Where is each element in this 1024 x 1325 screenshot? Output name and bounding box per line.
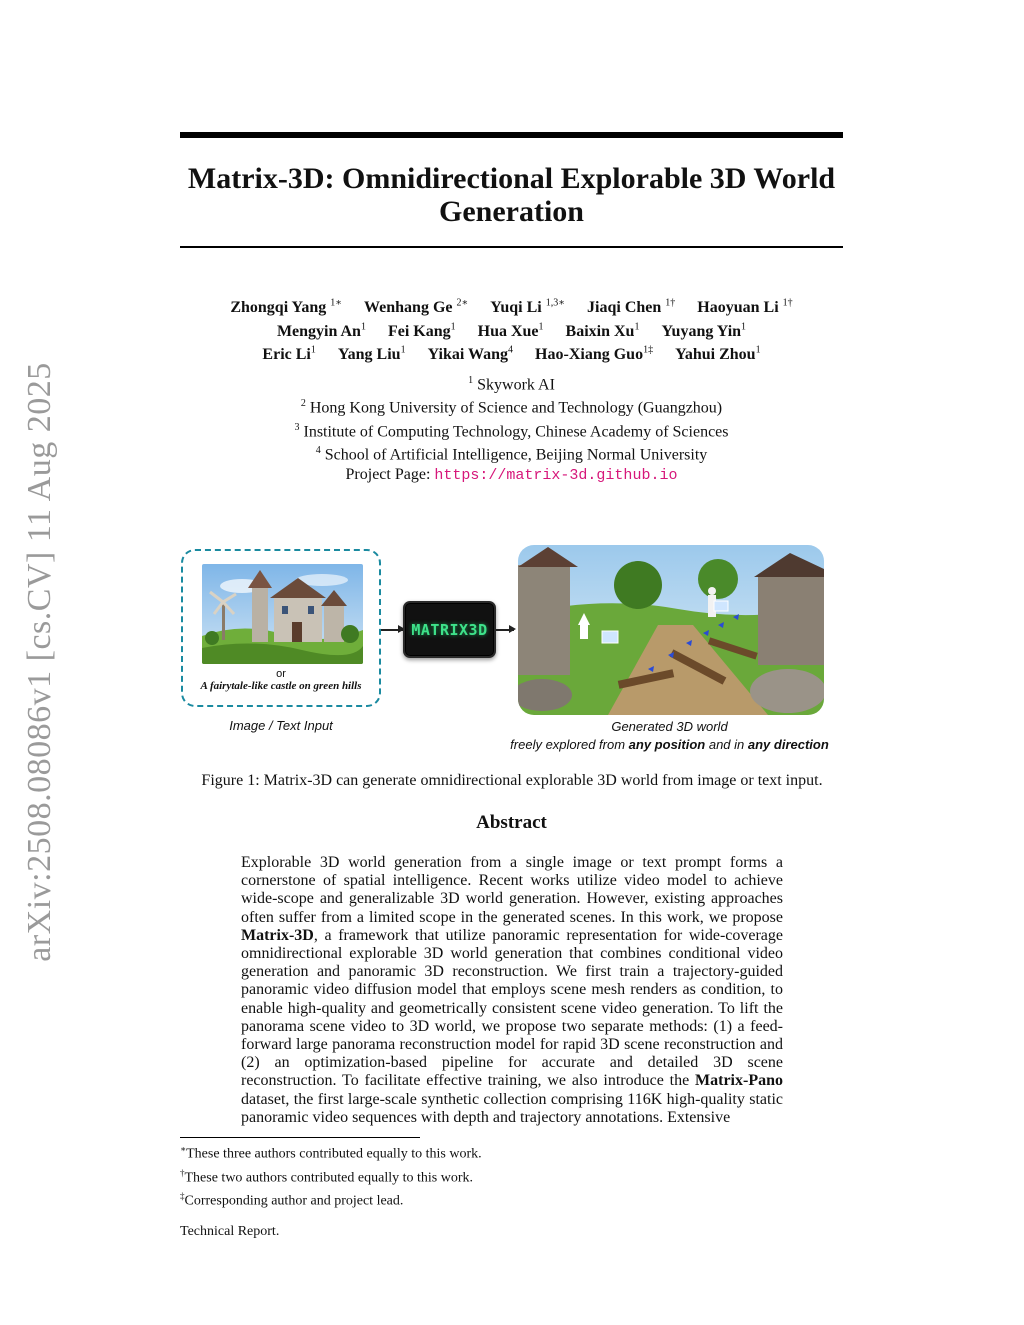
tech-report-label: Technical Report. [180, 1224, 280, 1239]
author: Hao-Xiang Guo$^{1\ddagger}$ [535, 344, 654, 363]
author: Zhongqi Yang $^{1∗}$ [230, 298, 343, 317]
author: Fei Kang$^1$ [387, 321, 456, 340]
title-line-1: Matrix-3D: Omnidirectional Explorable 3D World [187, 162, 836, 195]
footnote: ‡Corresponding author and project lead. [180, 1191, 404, 1209]
author: Yikai Wang$^4$ [427, 344, 514, 363]
abstract-paragraph: Explorable 3D world generation from a single image or text prompt forms a cornerstone of spatial intelligence. Recent works utilize video model to achieve wide-scope and generalizable 3D world generation. However, existing approaches often suffer from a limited scope in the generated scenes. In this work, we propose Matrix-3D, a framework that utilize panoramic representation for wide-coverage omnidirectional explorable 3D world generation that combines conditional video generation and panoramic 3D reconstruction. We first train a trajectory-guided panoramic video diffusion model that employs scene mesh renders as condition, to enable high-quality and geometrically consistent scene video generation. To lift the panorama scene video to 3D world, we propose two separate methods: (1) a feed-forward large panorama reconstruction model for rapid 3D scene reconstruction and (2) an optimization-based pipeline for accurate and detailed 3D scene reconstruction. To facilitate effective training, we also introduce the Matrix-Pano dataset, the first large-scale synthetic collection comprising 116K high-quality static panoramic video sequences with depth and trajectory annotations. Extensive [241, 854, 783, 1126]
footnote: ∗These three authors contributed equally to this work. [180, 1144, 482, 1162]
arxiv-stamp-text: arXiv:2508.08086v1 [cs.CV] 11 Aug 2025 [21, 362, 58, 962]
paper-title [180, 162, 843, 228]
matrix3d-logo-text: MATRIX3D [411, 620, 488, 639]
author: Yang Liu$^1$ [337, 344, 406, 363]
castle-input-image [202, 564, 363, 664]
author-row-3 [180, 341, 843, 364]
matrix3d-logo [403, 601, 496, 658]
affiliation: $^4$ School of Artificial Intelligence, Beijing Normal University [315, 444, 708, 464]
author: Eric Li$^1$ [262, 344, 316, 363]
abstract-heading: Abstract [476, 812, 547, 833]
affiliation: $^1$ Skywork AI [468, 375, 555, 394]
footnote: †These two authors contributed equally to this work. [180, 1167, 473, 1186]
author: Yuyang Yin$^1$ [661, 321, 747, 340]
world-illustration [518, 545, 824, 715]
project-page-label: Project Page: [345, 466, 431, 483]
title-rule-top [180, 132, 843, 138]
author: Yahui Zhou$^1$ [675, 344, 761, 363]
title-line-2: Generation [439, 195, 584, 228]
abstract-body [241, 854, 783, 1127]
figure-output-label [497, 718, 842, 754]
title-rule-bottom [180, 246, 843, 248]
output-label-line-2: freely explored from any position and in any direction [510, 737, 829, 752]
arrow-right-icon [496, 629, 514, 631]
arrow-right-icon [381, 629, 403, 631]
figure-caption: Figure 1: Matrix-3D can generate omnidirectional explorable 3D world from image or text input. [201, 772, 823, 789]
author: Hua Xue$^1$ [477, 321, 544, 340]
author-row-2 [180, 317, 843, 340]
figure-text-prompt: A fairytale-like castle on green hills [200, 680, 362, 692]
figure-or-text: or [276, 668, 286, 680]
author: Jiaqi Chen $^{1\dagger}$ [587, 298, 676, 317]
affiliation-list [180, 371, 843, 464]
footnotes [180, 1140, 843, 1211]
project-page [180, 466, 843, 484]
author-list [180, 294, 843, 364]
generated-world-image [518, 545, 824, 715]
author: Yuqi Li $^{1,3∗}$ [490, 298, 566, 317]
project-page-link[interactable]: https://matrix-3d.github.io [434, 467, 678, 484]
author-row-1 [180, 294, 843, 317]
author: Wenhang Ge $^{2∗}$ [364, 298, 469, 317]
author: Baixin Xu$^1$ [565, 321, 640, 340]
arxiv-stamp [10, 0, 70, 1325]
author: Haoyuan Li $^{1\dagger}$ [697, 298, 793, 317]
affiliation: $^2$ Hong Kong University of Science and Technology (Guangzhou) [300, 398, 723, 417]
castle-illustration [202, 564, 363, 664]
author: Mengyin An$^1$ [276, 321, 366, 340]
footnote-rule [180, 1137, 420, 1138]
output-label-line-1: Generated 3D world [611, 719, 728, 734]
figure-input-label: Image / Text Input [229, 718, 333, 733]
affiliation: $^3$ Institute of Computing Technology, Chinese Academy of Sciences [294, 421, 729, 440]
